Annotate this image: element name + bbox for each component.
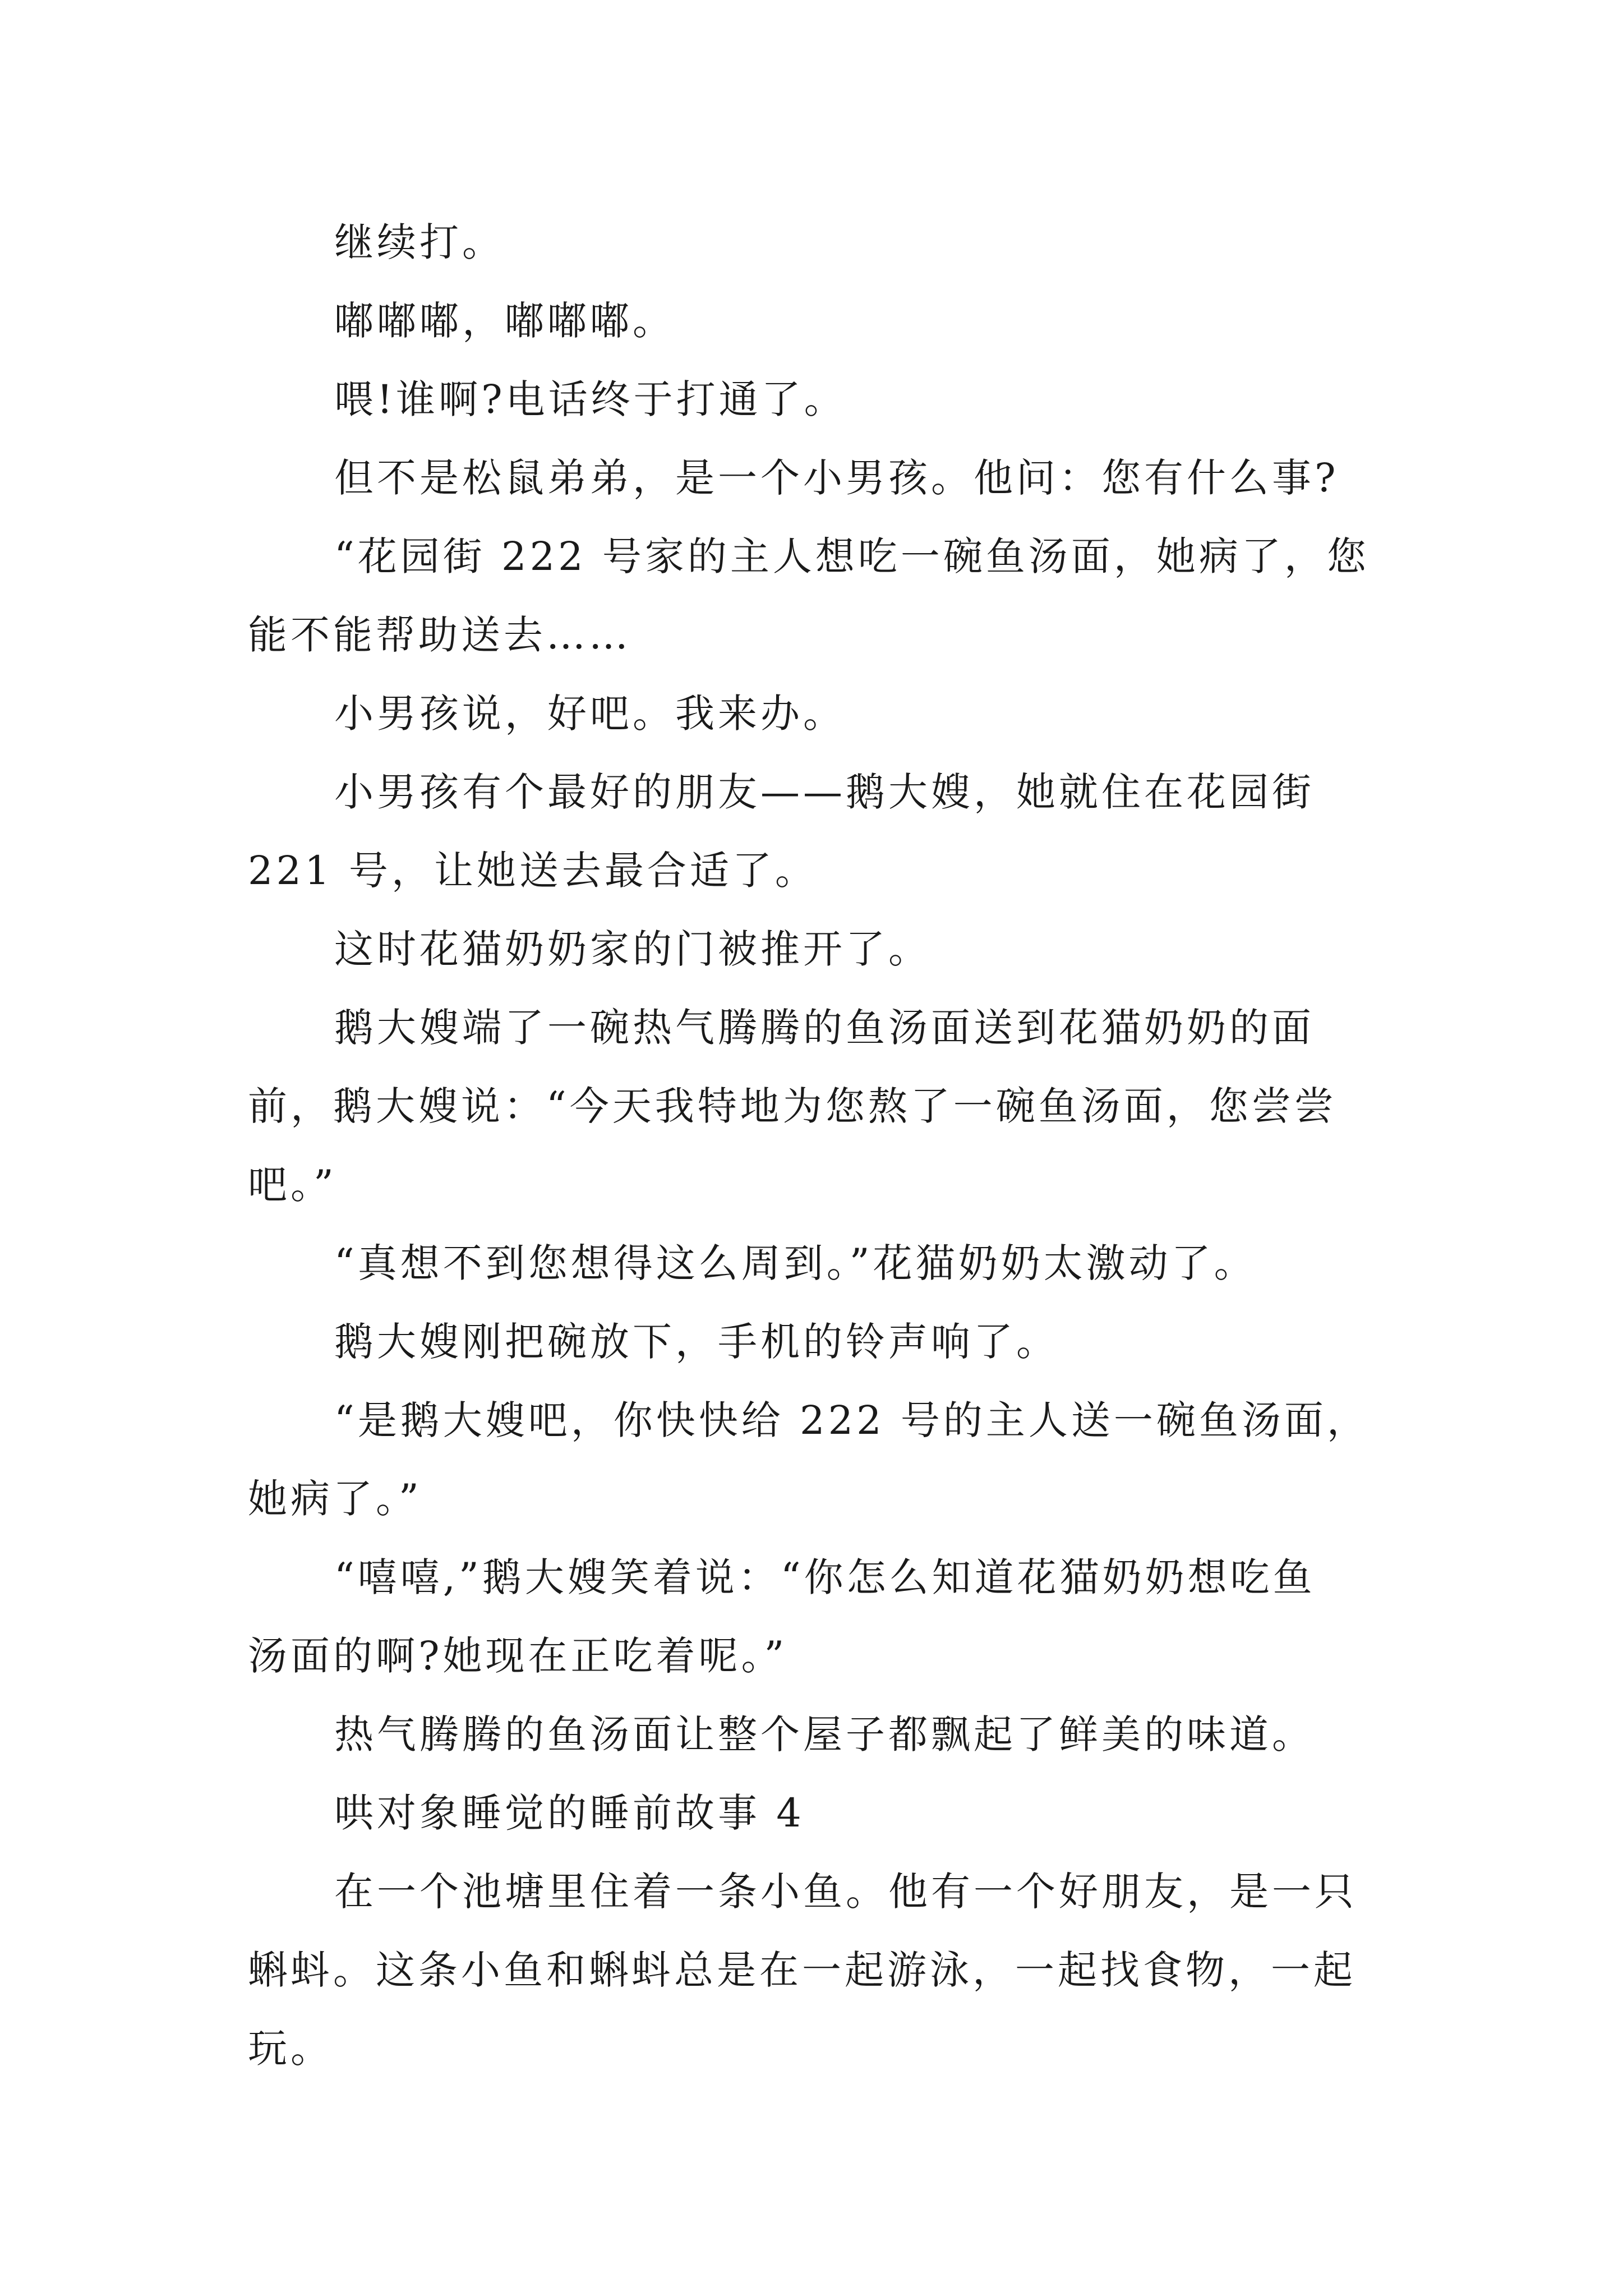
paragraph-line: 能不能帮助送去…… (248, 612, 631, 658)
paragraph-line: 她病了。” (248, 1476, 422, 1522)
section-heading: 哄对象睡觉的睡前故事 4 (334, 1790, 805, 1836)
paragraph-line: “真想不到您想得这么周到。”花猫奶奶太激动了。 (334, 1240, 1257, 1286)
paragraph-line: 前，鹅大嫂说：“今天我特地为您熬了一碗鱼汤面，您尝尝 (248, 1083, 1337, 1129)
paragraph-line: 嘟嘟嘟，嘟嘟嘟。 (334, 298, 675, 344)
paragraph-line: 鹅大嫂端了一碗热气腾腾的鱼汤面送到花猫奶奶的面 (334, 1005, 1315, 1051)
paragraph-line: “是鹅大嫂吧，你快快给 222 号的主人送一碗鱼汤面， (334, 1397, 1370, 1443)
paragraph-line: 继续打。 (334, 219, 505, 265)
paragraph-line: 热气腾腾的鱼汤面让整个屋子都飘起了鲜美的味道。 (334, 1711, 1315, 1757)
paragraph-line: 但不是松鼠弟弟，是一个小男孩。他问：您有什么事? (334, 455, 1339, 501)
paragraph-line: 喂!谁啊?电话终于打通了。 (334, 376, 847, 422)
paragraph-line: 小男孩有个最好的朋友——鹅大嫂，她就住在花园街 (334, 769, 1315, 815)
paragraph-line: 汤面的啊?她现在正吃着呢。” (248, 1633, 788, 1679)
paragraph-line: “花园街 222 号家的主人想吃一碗鱼汤面，她病了，您 (334, 533, 1370, 579)
paragraph-line: “嘻嘻,”鹅大嫂笑着说：“你怎么知道花猫奶奶想吃鱼 (334, 1554, 1316, 1600)
paragraph-line: 221 号，让她送去最合适了。 (248, 848, 818, 894)
paragraph-line: 小男孩说，好吧。我来办。 (334, 691, 846, 737)
paragraph-line: 鹅大嫂刚把碗放下，手机的铃声响了。 (334, 1319, 1059, 1365)
paragraph-line: 吧。” (248, 1162, 337, 1208)
paragraph-line: 玩。 (248, 2026, 333, 2072)
paragraph-line: 蝌蚪。这条小鱼和蝌蚪总是在一起游泳，一起找食物，一起 (248, 1947, 1356, 1993)
paragraph-line: 这时花猫奶奶家的门被推开了。 (334, 926, 931, 972)
paragraph-line: 在一个池塘里住着一条小鱼。他有一个好朋友，是一只 (334, 1869, 1357, 1915)
